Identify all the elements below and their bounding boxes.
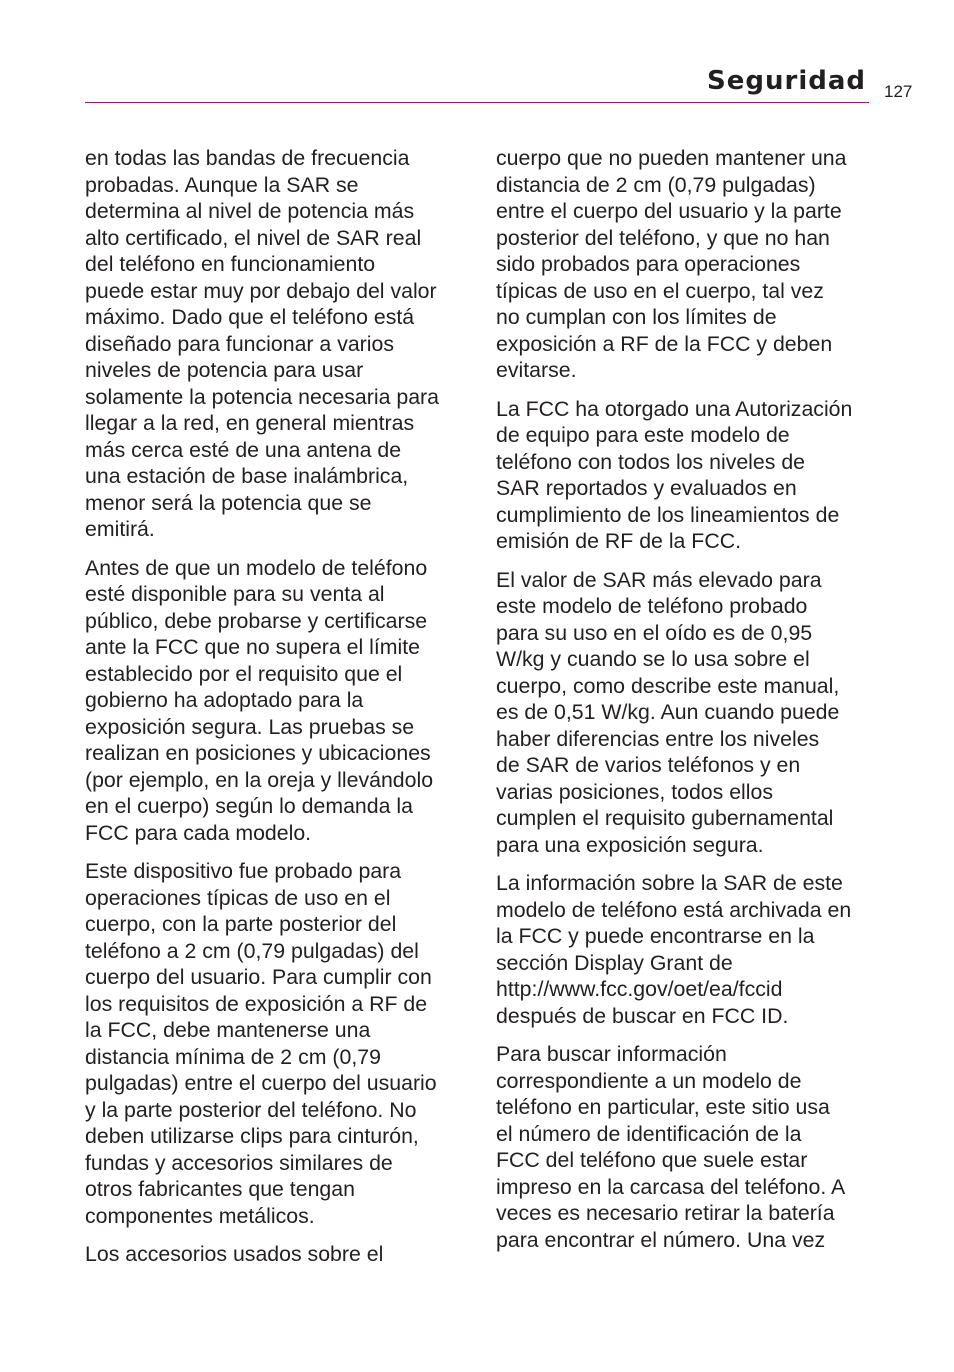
text-line: impreso en la carcasa del teléfono. A bbox=[496, 1174, 846, 1199]
text-line: varias posiciones, todos ellos bbox=[496, 779, 774, 804]
text-line: otros fabricantes que tengan bbox=[85, 1177, 355, 1201]
text-line: distancia de 2 cm (0,79 pulgadas) bbox=[496, 172, 816, 197]
text-line: es de 0,51 W/kg. Aun cuando puede bbox=[496, 700, 840, 724]
text-line: público, debe probarse y certificarse bbox=[85, 608, 428, 633]
text-line: la FCC y puede encontrarse en la bbox=[496, 924, 815, 948]
text-line: no cumplan con los límites de bbox=[496, 305, 777, 329]
text-line: operaciones típicas de uso en el bbox=[85, 885, 391, 910]
page-number: 127 bbox=[884, 82, 913, 101]
text-line: los requisitos de exposición a RF de bbox=[85, 991, 428, 1016]
text-line: típicas de uso en el cuerpo, tal vez bbox=[496, 278, 824, 303]
text-line: establecido por el requisito que el bbox=[85, 661, 403, 686]
text-line: veces es necesario retirar la batería bbox=[496, 1201, 835, 1225]
text-line: La información sobre la SAR de este bbox=[496, 871, 843, 895]
text-line: diseñado para funcionar a varios bbox=[85, 331, 395, 356]
text-line: gobierno ha adoptado para la bbox=[85, 688, 364, 712]
text-line: fundas y accesorios similares de bbox=[85, 1150, 393, 1175]
paragraph bbox=[85, 858, 465, 1229]
text-line: http://www.fcc.gov/oet/ea/fccid bbox=[496, 977, 783, 1001]
text-line: haber diferencias entre los niveles bbox=[496, 726, 820, 751]
text-line: (por ejemplo, en la oreja y llevándolo bbox=[85, 767, 434, 792]
text-line: máximo. Dado que el teléfono está bbox=[85, 305, 415, 329]
text-line: FCC para cada modelo. bbox=[85, 820, 312, 845]
text-line: ante la FCC que no supera el límite bbox=[85, 635, 421, 659]
text-line: una estación de base inalámbrica, bbox=[85, 464, 409, 488]
paragraph bbox=[85, 145, 465, 543]
text-line: Este dispositivo fue probado para bbox=[85, 859, 402, 883]
header-divider bbox=[85, 102, 869, 103]
paragraph bbox=[496, 567, 876, 859]
text-line: Antes de que un modelo de teléfono bbox=[85, 555, 428, 580]
paragraph bbox=[496, 145, 876, 384]
text-line: realizan en posiciones y ubicaciones bbox=[85, 741, 431, 765]
text-line: esté disponible para su venta al bbox=[85, 582, 385, 606]
text-line: cuerpo del usuario. Para cumplir con bbox=[85, 965, 432, 989]
text-line: SAR reportados y evaluados en bbox=[496, 476, 797, 500]
text-line: en el cuerpo) según lo demanda la bbox=[85, 794, 413, 818]
text-line: cuerpo que no pueden mantener una bbox=[496, 146, 847, 170]
text-line: teléfono en particular, este sitio usa bbox=[496, 1095, 830, 1119]
text-line: emisión de RF de la FCC. bbox=[496, 529, 741, 553]
text-line: llegar a la red, en general mientras bbox=[85, 411, 415, 435]
text-line: pulgadas) entre el cuerpo del usuario bbox=[85, 1071, 437, 1095]
text-line: después de buscar en FCC ID. bbox=[496, 1003, 789, 1028]
text-line: solamente la potencia necesaria para bbox=[85, 384, 439, 409]
text-line: exposición a RF de la FCC y deben bbox=[496, 331, 833, 356]
text-line: de equipo para este modelo de bbox=[496, 423, 790, 447]
text-line: Para buscar información bbox=[496, 1042, 727, 1066]
right-column bbox=[496, 145, 876, 1265]
text-line: correspondiente a un modelo de bbox=[496, 1068, 802, 1093]
text-line: teléfono a 2 cm (0,79 pulgadas) del bbox=[85, 938, 419, 963]
text-line: Los accesorios usados sobre el bbox=[85, 1242, 384, 1266]
text-line: El valor de SAR más elevado para bbox=[496, 567, 822, 592]
text-line: entre el cuerpo del usuario y la parte bbox=[496, 199, 842, 223]
text-line: cumplimiento de los lineamientos de bbox=[496, 502, 840, 527]
text-line: deben utilizarse clips para cinturón, bbox=[85, 1124, 419, 1148]
text-line: y la parte posterior del teléfono. No bbox=[85, 1097, 417, 1122]
text-line: sido probados para operaciones bbox=[496, 252, 801, 276]
text-line: este modelo de teléfono probado bbox=[496, 594, 808, 618]
paragraph bbox=[496, 1041, 876, 1253]
text-line: W/kg y cuando se lo usa sobre el bbox=[496, 647, 810, 671]
text-line: emitirá. bbox=[85, 517, 155, 541]
text-line: en todas las bandas de frecuencia bbox=[85, 146, 410, 170]
paragraph bbox=[85, 1241, 465, 1268]
text-line: teléfono con todos los niveles de bbox=[496, 449, 806, 474]
paragraph bbox=[85, 555, 465, 847]
text-line: distancia mínima de 2 cm (0,79 bbox=[85, 1044, 381, 1069]
text-line: para encontrar el número. Una vez bbox=[496, 1227, 826, 1252]
paragraph bbox=[496, 870, 876, 1029]
text-line: del teléfono en funcionamiento bbox=[85, 252, 376, 276]
text-line: probadas. Aunque la SAR se bbox=[85, 172, 359, 197]
text-line: menor será la potencia que se bbox=[85, 490, 372, 515]
text-line: puede estar muy por debajo del valor bbox=[85, 278, 437, 303]
left-column bbox=[85, 145, 465, 1280]
text-line: evitarse. bbox=[496, 358, 577, 382]
paragraph bbox=[496, 396, 876, 555]
text-line: más cerca esté de una antena de bbox=[85, 437, 402, 462]
text-line: cumplen el requisito gubernamental bbox=[496, 806, 834, 830]
section-title: Seguridad bbox=[707, 66, 866, 96]
text-line: para su uso en el oído es de 0,95 bbox=[496, 620, 813, 645]
text-line: componentes metálicos. bbox=[85, 1203, 315, 1228]
text-line: para una exposición segura. bbox=[496, 832, 764, 857]
text-line: determina al nivel de potencia más bbox=[85, 199, 415, 223]
text-line: niveles de potencia para usar bbox=[85, 358, 364, 382]
text-line: posterior del teléfono, y que no han bbox=[496, 225, 830, 250]
text-line: el número de identificación de la bbox=[496, 1121, 802, 1146]
text-line: la FCC, debe mantenerse una bbox=[85, 1018, 371, 1042]
text-line: FCC del teléfono que suele estar bbox=[496, 1148, 808, 1172]
text-line: cuerpo, como describe este manual, bbox=[496, 673, 840, 698]
text-line: alto certificado, el nivel de SAR real bbox=[85, 225, 422, 250]
text-line: sección Display Grant de bbox=[496, 950, 733, 975]
text-line: cuerpo, con la parte posterior del bbox=[85, 912, 397, 936]
text-line: de SAR de varios teléfonos y en bbox=[496, 753, 801, 777]
text-line: La FCC ha otorgado una Autorización bbox=[496, 396, 853, 421]
text-line: modelo de teléfono está archivada en bbox=[496, 897, 852, 922]
text-line: exposición segura. Las pruebas se bbox=[85, 714, 415, 739]
